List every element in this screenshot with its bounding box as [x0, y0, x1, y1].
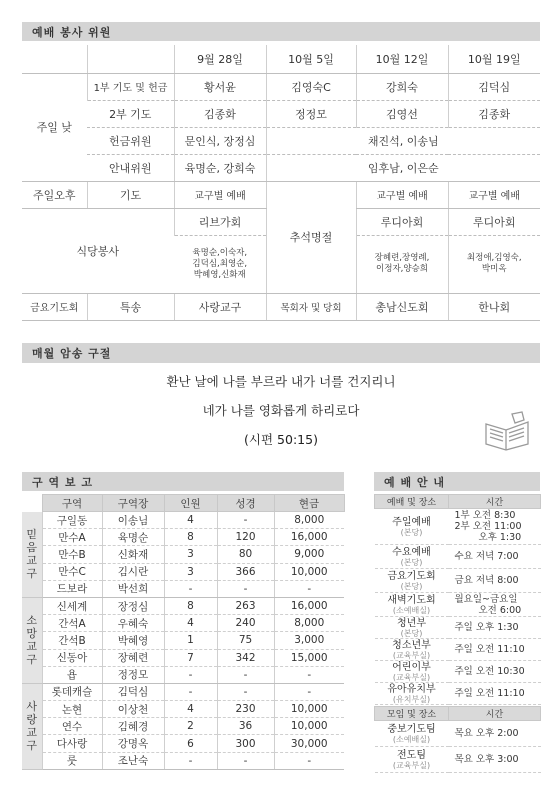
- members-cell: [448, 235, 540, 293]
- date-header: 10월 12일: [356, 45, 448, 73]
- guide-time-cell: [449, 639, 541, 661]
- service-cell: 교구별 예배: [448, 181, 540, 208]
- report-cell: 구일동: [42, 512, 102, 529]
- guide-time-cell: [449, 661, 541, 683]
- report-table: [22, 494, 345, 770]
- report-cell: 15,000: [274, 649, 344, 666]
- guide-name-cell: [375, 509, 449, 545]
- guide-header-row: [375, 707, 541, 721]
- sunday-morning-label: 주일 낮: [22, 73, 87, 181]
- member-line: 박혜영,신화재: [193, 269, 246, 280]
- report-cell: -: [164, 752, 217, 769]
- service-cell: 임후남, 이은순: [266, 154, 540, 181]
- report-cell: 3: [164, 563, 217, 580]
- open-book-icon: [482, 410, 532, 452]
- report-cell: 만수C: [42, 563, 102, 580]
- guide-name-cell: [375, 545, 449, 569]
- guide-row: [375, 509, 541, 545]
- service-place: (본당): [400, 581, 423, 591]
- member-line: 이정자,양승희: [376, 264, 428, 274]
- guide-name-cell: [375, 617, 449, 639]
- role-label: 안내위원: [87, 154, 174, 181]
- report-cell: 박선희: [102, 580, 164, 597]
- member-line: 박미옥: [481, 264, 507, 274]
- district-label: [22, 597, 42, 683]
- report-cell: 10,000: [274, 718, 344, 735]
- service-name: 중보기도팀: [387, 723, 436, 735]
- report-cell: 롯데캐슬: [42, 683, 102, 700]
- guide-time-cell: [449, 569, 541, 593]
- report-cell: 6: [164, 735, 217, 752]
- guide-row: [375, 617, 541, 639]
- service-time: 주일 오전 11:10: [454, 688, 525, 699]
- report-cell: 366: [217, 563, 274, 580]
- service-name: 금요기도회: [387, 570, 436, 582]
- guide-time-cell: [449, 721, 541, 747]
- district-label-char: 사: [26, 700, 38, 714]
- members-cell: [356, 235, 448, 293]
- guide-col-header: 시간: [449, 707, 541, 721]
- friday-label: 금요기도회: [22, 293, 87, 320]
- report-cell: 8: [164, 597, 217, 614]
- report-cell: 16,000: [274, 597, 344, 614]
- report-cell: 욥: [42, 666, 102, 683]
- report-cell: 80: [217, 546, 274, 563]
- report-cell: 룻: [42, 752, 102, 769]
- report-cell: 75: [217, 632, 274, 649]
- offering-committee-row: [22, 127, 540, 154]
- report-cell: 이상천: [102, 701, 164, 718]
- service-heading: 예배 봉사 위원: [22, 22, 540, 41]
- guide-name-cell: [375, 747, 449, 773]
- report-row: [22, 615, 344, 632]
- date-header: 10월 19일: [448, 45, 540, 73]
- report-row: [22, 683, 344, 700]
- report-row: [22, 563, 344, 580]
- report-row: [22, 735, 344, 752]
- report-row: [22, 580, 344, 597]
- guide-name-cell: [375, 639, 449, 661]
- service-place: (소예배실): [392, 734, 431, 744]
- report-row: [22, 597, 344, 614]
- guide-name-cell: [375, 569, 449, 593]
- report-cell: 8,000: [274, 512, 344, 529]
- service-place: (본당): [400, 557, 423, 567]
- member-line: 육명순,이숙자,: [192, 247, 248, 258]
- service-place: (본당): [400, 628, 423, 638]
- date-header: 10월 5일: [266, 45, 356, 73]
- report-cell: -: [274, 580, 344, 597]
- report-cell: 4: [164, 701, 217, 718]
- report-cell: 다사랑: [42, 735, 102, 752]
- member-line: 최정애,김영숙,: [466, 253, 522, 263]
- meeting-guide-table: [374, 706, 541, 773]
- service-name: 새벽기도회: [387, 594, 436, 606]
- district-label-char: 음: [26, 541, 38, 555]
- report-cell: 조난숙: [102, 752, 164, 769]
- service-name: 어린이부: [392, 661, 431, 673]
- district-label: [22, 683, 42, 769]
- report-cell: -: [274, 666, 344, 683]
- afternoon-row: [22, 181, 540, 208]
- report-cell: 우혜숙: [102, 615, 164, 632]
- district-label-char: 교: [26, 554, 38, 568]
- report-cell: 김혜경: [102, 718, 164, 735]
- report-cell: 3,000: [274, 632, 344, 649]
- report-cell: 신세계: [42, 597, 102, 614]
- report-cell: -: [217, 752, 274, 769]
- report-cell: 장혜련: [102, 649, 164, 666]
- service-place: (교육부실): [392, 760, 431, 770]
- guide-row: [375, 639, 541, 661]
- service-cell: 리브가회: [174, 208, 266, 235]
- guide-name-cell: [375, 683, 449, 705]
- report-cell: 263: [217, 597, 274, 614]
- service-time: 주일 오후 1:30: [454, 622, 519, 633]
- service-cell: 총남신도회: [356, 293, 448, 320]
- report-col-header: 구역장: [102, 495, 164, 512]
- service-cell: 육명순, 강희숙: [174, 154, 266, 181]
- report-cell: 230: [217, 701, 274, 718]
- verse-line-1: 환난 날에 나를 부르라 내가 너를 건지리니: [166, 374, 396, 389]
- service-cell: 채진석, 이송님: [266, 127, 540, 154]
- service-time: 오후 1:30: [478, 532, 522, 543]
- guide-heading: 예 배 안 내: [374, 472, 540, 491]
- member-line: 김덕심,최영순,: [192, 258, 248, 269]
- service-cell: 문인식, 장정심: [174, 127, 266, 154]
- report-row: [22, 666, 344, 683]
- report-cell: 8,000: [274, 615, 344, 632]
- report-cell: -: [164, 666, 217, 683]
- service-cell: 김종화: [174, 100, 266, 127]
- report-row: [22, 752, 344, 769]
- service-cell: 교구별 예배: [174, 181, 266, 208]
- district-label-char: 망: [26, 627, 38, 641]
- report-cell: 간석A: [42, 615, 102, 632]
- report-row: [22, 649, 344, 666]
- report-cell: -: [217, 580, 274, 597]
- verse-reference: (시편 50:15): [244, 432, 318, 447]
- guide-col-header: 시간: [449, 495, 541, 509]
- service-cell: 김영선: [356, 100, 448, 127]
- service-name: 주일예배: [392, 516, 431, 528]
- report-cell: -: [164, 580, 217, 597]
- date-header: 9월 28일: [174, 45, 266, 73]
- report-cell: 4: [164, 512, 217, 529]
- service-time: 월요일~금요일: [454, 593, 518, 605]
- service-place: (유치부실): [392, 694, 431, 704]
- service-cell: 목회자 및 당회: [266, 293, 356, 320]
- report-cell: 30,000: [274, 735, 344, 752]
- report-cell: 신동아: [42, 649, 102, 666]
- service-time: 오전 6:00: [478, 604, 522, 616]
- district-label-char: 믿: [26, 528, 38, 542]
- guide-time-cell: [449, 683, 541, 705]
- report-cell: 10,000: [274, 701, 344, 718]
- report-header-row: [22, 495, 344, 512]
- report-cell: 9,000: [274, 546, 344, 563]
- report-row: [22, 701, 344, 718]
- service-cell: 루디아회: [448, 208, 540, 235]
- report-cell: 만수A: [42, 529, 102, 546]
- report-cell: 김덕심: [102, 683, 164, 700]
- district-label-char: 교: [26, 640, 38, 654]
- report-cell: -: [217, 512, 274, 529]
- district-label: [22, 512, 42, 598]
- report-cell: 16,000: [274, 529, 344, 546]
- report-cell: 8: [164, 529, 217, 546]
- worship-guide-table: [374, 494, 541, 705]
- guide-row: [375, 747, 541, 773]
- guide-row: [375, 545, 541, 569]
- service-cell: 교구별 예배: [356, 181, 448, 208]
- report-cell: 김시란: [102, 563, 164, 580]
- report-cell: 120: [217, 529, 274, 546]
- service-place: (교육부실): [392, 650, 431, 660]
- guide-col-header: 모임 및 장소: [375, 707, 449, 721]
- guide-time-cell: [449, 617, 541, 639]
- district-label-char: 구: [26, 567, 38, 581]
- guide-row: [375, 593, 541, 617]
- report-row: [22, 546, 344, 563]
- report-cell: 강명옥: [102, 735, 164, 752]
- service-place: (교육부실): [392, 672, 431, 682]
- prayer2-row: [22, 100, 540, 127]
- member-line: 장혜련,장영례,: [374, 253, 430, 263]
- guide-header-row: [375, 495, 541, 509]
- report-cell: 만수B: [42, 546, 102, 563]
- report-cell: 36: [217, 718, 274, 735]
- role-label: 기도: [87, 181, 174, 208]
- verse-heading: 매월 암송 구절: [22, 343, 540, 363]
- date-header-row: [22, 45, 540, 73]
- district-label-char: 교: [26, 726, 38, 740]
- service-time: 1부 오전 8:30: [454, 510, 516, 521]
- role-label: 헌금위원: [87, 127, 174, 154]
- district-label-char: 랑: [26, 713, 38, 727]
- report-cell: 이송님: [102, 512, 164, 529]
- report-cell: 논현: [42, 701, 102, 718]
- role-label: 1부 기도 및 헌금: [87, 73, 174, 100]
- report-row: [22, 529, 344, 546]
- service-cell: 정정모: [266, 100, 356, 127]
- report-cell: -: [274, 752, 344, 769]
- report-cell: 신화재: [102, 546, 164, 563]
- service-time: 수요 저녁 7:00: [454, 551, 519, 562]
- report-cell: -: [217, 666, 274, 683]
- guide-name-cell: [375, 721, 449, 747]
- cafeteria-label: 식당봉사: [22, 208, 174, 293]
- report-cell: 박혜영: [102, 632, 164, 649]
- report-col-header: 구역: [42, 495, 102, 512]
- report-cell: -: [164, 683, 217, 700]
- service-time: 목요 오후 3:00: [454, 754, 519, 765]
- prayer-offering-row: [22, 73, 540, 100]
- role-label: 2부 기도: [87, 100, 174, 127]
- report-cell: 2: [164, 718, 217, 735]
- district-label-char: 구: [26, 739, 38, 753]
- report-cell: 4: [164, 615, 217, 632]
- service-cell: 강희숙: [356, 73, 448, 100]
- service-cell: 사랑교구: [174, 293, 266, 320]
- sunday-afternoon-label: 주일오후: [22, 181, 87, 208]
- service-time: 금요 저녁 8:00: [454, 575, 519, 586]
- report-cell: 342: [217, 649, 274, 666]
- report-cell: 10,000: [274, 563, 344, 580]
- service-place: (본당): [400, 527, 423, 537]
- verse-line-2: 네가 나를 영화롭게 하리로다: [202, 403, 360, 418]
- report-cell: 정정모: [102, 666, 164, 683]
- service-cell: 루디아회: [356, 208, 448, 235]
- report-cell: -: [217, 683, 274, 700]
- service-name: 청소년부: [392, 639, 431, 651]
- report-cell: -: [274, 683, 344, 700]
- service-cell: 황서윤: [174, 73, 266, 100]
- report-cell: 간석B: [42, 632, 102, 649]
- report-cell: 1: [164, 632, 217, 649]
- service-name: 청년부: [397, 617, 426, 629]
- report-cell: 연수: [42, 718, 102, 735]
- guide-name-cell: [375, 593, 449, 617]
- service-cell: 김덕심: [448, 73, 540, 100]
- service-cell: 한나회: [448, 293, 540, 320]
- service-cell: 김종화: [448, 100, 540, 127]
- guide-row: [375, 683, 541, 705]
- guide-col-header: 예배 및 장소: [375, 495, 449, 509]
- report-col-header: 성경: [217, 495, 274, 512]
- guide-time-cell: [449, 593, 541, 617]
- service-table: [22, 45, 540, 321]
- service-time: 주일 오전 11:10: [454, 644, 525, 655]
- report-cell: 드보라: [42, 580, 102, 597]
- report-cell: 육명순: [102, 529, 164, 546]
- report-row: [22, 718, 344, 735]
- report-cell: 240: [217, 615, 274, 632]
- guide-name-cell: [375, 661, 449, 683]
- district-label-char: 구: [26, 653, 38, 667]
- service-time: 2부 오전 11:00: [454, 521, 522, 532]
- service-name: 유아유치부: [387, 683, 436, 695]
- role-label: 특송: [87, 293, 174, 320]
- service-time: 주일 오전 10:30: [454, 666, 525, 677]
- guide-time-cell: [449, 509, 541, 545]
- district-label-char: 소: [26, 614, 38, 628]
- members-cell: [174, 235, 266, 293]
- service-name: 수요예배: [392, 546, 431, 558]
- guide-time-cell: [449, 545, 541, 569]
- chuseok-cell: 추석명절: [266, 181, 356, 293]
- guide-row: [375, 721, 541, 747]
- service-time: 목요 오후 2:00: [454, 728, 519, 739]
- report-cell: 3: [164, 546, 217, 563]
- report-row: [22, 632, 344, 649]
- guide-row: [375, 661, 541, 683]
- report-col-header: 현금: [274, 495, 344, 512]
- report-heading: 구 역 보 고: [22, 472, 344, 491]
- report-col-header: 인원: [164, 495, 217, 512]
- report-row: [22, 512, 344, 529]
- usher-row: [22, 154, 540, 181]
- service-place: (소예배실): [392, 605, 431, 615]
- friday-row: [22, 293, 540, 320]
- report-cell: 장정심: [102, 597, 164, 614]
- service-name: 전도팀: [397, 749, 426, 761]
- report-cell: 7: [164, 649, 217, 666]
- service-cell: 김영숙C: [266, 73, 356, 100]
- report-cell: 300: [217, 735, 274, 752]
- guide-time-cell: [449, 747, 541, 773]
- guide-row: [375, 569, 541, 593]
